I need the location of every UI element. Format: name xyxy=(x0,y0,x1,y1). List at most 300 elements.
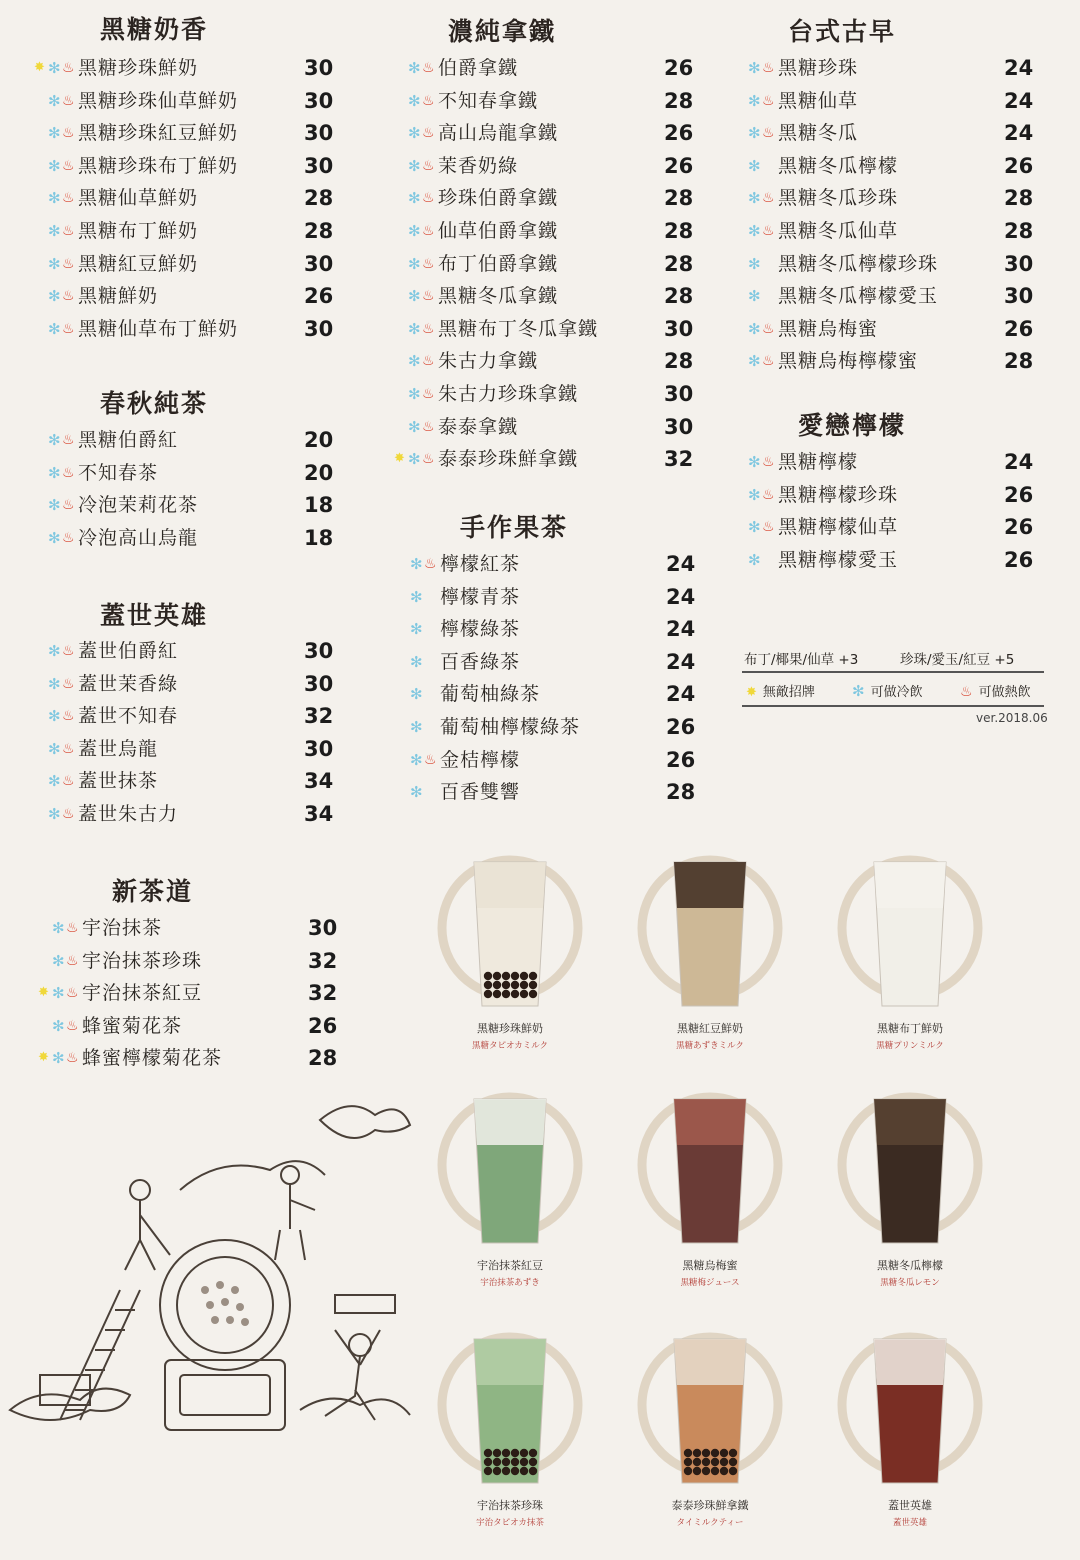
menu-item-name: 冷泡高山烏龍 xyxy=(78,526,199,549)
drink-name: 黑糖烏梅蜜 xyxy=(682,1259,738,1272)
flame-icon: ♨ xyxy=(66,1050,79,1067)
menu-item-price: 30 xyxy=(664,381,694,406)
snowflake-icon: ✻ xyxy=(408,352,421,371)
menu-item-icons xyxy=(34,700,78,732)
menu-item-name: 黑糖布丁鮮奶 xyxy=(78,219,199,242)
menu-item-icons xyxy=(34,424,78,456)
menu-item-name: 黑糖冬瓜珍珠 xyxy=(778,187,899,210)
menu-item-price: 30 xyxy=(1004,251,1034,276)
flame-icon: ♨ xyxy=(422,320,435,337)
menu-item-name: 不知春茶 xyxy=(78,461,159,484)
menu-item-icons xyxy=(394,411,438,443)
menu-item-price: 34 xyxy=(304,769,334,794)
menu-item-name: 黑糖珍珠紅豆鮮奶 xyxy=(78,122,239,145)
snowflake-icon: ✻ xyxy=(748,485,761,504)
drink-photo xyxy=(830,848,990,1051)
menu-item-icons xyxy=(734,117,778,149)
section-title-taiwan-classic: 台式古早 xyxy=(788,17,897,46)
menu-item-icons xyxy=(396,711,440,743)
menu-item-icons xyxy=(394,313,438,345)
drink-caption xyxy=(430,1257,590,1288)
drink-subtitle: 蓋世英雄 xyxy=(892,1518,927,1528)
drink-subtitle: 黒糖冬瓜レモン xyxy=(880,1278,940,1288)
snowflake-icon: ✻ xyxy=(748,221,761,240)
menu-item-price: 26 xyxy=(1004,316,1034,341)
menu-item-price: 18 xyxy=(304,493,334,518)
drink-photo xyxy=(430,1325,590,1528)
menu-item-price: 26 xyxy=(1004,547,1034,572)
menu-item-icons xyxy=(734,150,778,182)
menu-item-icons xyxy=(34,668,78,700)
star-icon: ✸ xyxy=(394,451,405,467)
flame-icon: ♨ xyxy=(422,385,435,402)
menu-item-price: 30 xyxy=(304,251,334,276)
snowflake-icon: ✻ xyxy=(48,319,61,338)
drink-photo xyxy=(630,1085,790,1288)
snowflake-icon: ✻ xyxy=(48,528,61,547)
flame-icon: ♨ xyxy=(762,92,775,109)
menu-item-icons xyxy=(38,1010,82,1042)
menu-item-icons xyxy=(34,182,78,214)
legend-divider-top xyxy=(742,671,1044,673)
menu-item-name: 不知春拿鐵 xyxy=(438,89,539,112)
drink-name: 宇治抹茶紅豆 xyxy=(477,1259,543,1272)
section-title-spring-autumn-tea: 春秋純茶 xyxy=(100,389,209,418)
menu-item-price: 28 xyxy=(664,186,694,211)
menu-item-icons xyxy=(394,85,438,117)
snowflake-icon: ✻ xyxy=(48,431,61,449)
menu-item-icons xyxy=(34,798,78,830)
flame-icon: ♨ xyxy=(62,529,75,546)
menu-item-icons xyxy=(396,646,440,678)
flame-icon: ♨ xyxy=(62,432,75,448)
menu-item-name: 朱古力拿鐵 xyxy=(438,350,539,373)
flame-icon: ♨ xyxy=(62,92,75,109)
menu-item-name: 蓋世伯爵紅 xyxy=(78,640,179,662)
drink-caption xyxy=(830,1497,990,1528)
menu-item-name: 泰泰珍珠鮮拿鐵 xyxy=(438,448,579,471)
snowflake-icon: ✻ xyxy=(48,254,61,273)
menu-item-icons xyxy=(396,581,440,613)
snowflake-icon: ✻ xyxy=(852,682,865,700)
snowflake-icon: ✻ xyxy=(48,124,61,143)
menu-item-name: 宇治抹茶珍珠 xyxy=(82,949,203,972)
menu-item-icons xyxy=(34,150,78,182)
menu-item-name: 黑糖仙草布丁鮮奶 xyxy=(78,317,239,340)
snowflake-icon: ✻ xyxy=(408,59,421,77)
snowflake-icon: ✻ xyxy=(408,91,421,110)
menu-item-icons xyxy=(38,1042,82,1074)
drink-name: 黑糖冬瓜檸檬 xyxy=(877,1259,943,1272)
snowflake-icon: ✻ xyxy=(748,453,761,471)
menu-item-name: 黑糖檸檬仙草 xyxy=(778,516,899,539)
menu-item-price: 24 xyxy=(666,682,696,707)
snowflake-icon: ✻ xyxy=(748,91,761,110)
drink-subtitle: 黒糖タピオカミルク xyxy=(471,1041,549,1051)
menu-item-name: 黑糖珍珠 xyxy=(778,57,859,79)
star-icon: ✸ xyxy=(38,985,49,1001)
star-icon: ✸ xyxy=(746,685,757,700)
menu-item-name: 蜂蜜檸檬菊花茶 xyxy=(82,1047,223,1070)
tea-making-illustration xyxy=(0,1090,420,1460)
menu-item-icons xyxy=(394,52,438,84)
menu-item-price: 30 xyxy=(1004,284,1034,309)
menu-item-icons xyxy=(34,117,78,149)
flame-icon: ♨ xyxy=(422,451,435,468)
menu-item-name: 葡萄柚檸檬綠茶 xyxy=(440,715,581,738)
menu-item-price: 18 xyxy=(304,525,334,550)
snowflake-icon: ✻ xyxy=(748,287,761,306)
legend-signature xyxy=(746,681,815,703)
menu-item-icons xyxy=(734,280,778,312)
menu-item-icons xyxy=(394,150,438,182)
snowflake-icon: ✻ xyxy=(748,156,761,175)
snowflake-icon: ✻ xyxy=(748,254,761,273)
menu-item-name: 蓋世烏龍 xyxy=(78,737,159,760)
snowflake-icon: ✻ xyxy=(408,189,421,208)
menu-item-icons xyxy=(34,215,78,247)
drink-photo xyxy=(430,848,590,1051)
snowflake-icon: ✻ xyxy=(48,59,61,77)
snowflake-icon: ✻ xyxy=(48,739,61,758)
snowflake-icon: ✻ xyxy=(410,620,423,639)
menu-item-name: 蓋世朱古力 xyxy=(78,802,179,825)
menu-item-name: 黑糖檸檬 xyxy=(778,451,859,473)
menu-item-price: 24 xyxy=(666,649,696,674)
menu-item-price: 28 xyxy=(1004,349,1034,374)
snowflake-icon: ✻ xyxy=(48,287,61,306)
flame-icon: ♨ xyxy=(422,92,435,109)
menu-item-price: 24 xyxy=(1004,88,1034,113)
flame-icon: ♨ xyxy=(762,125,775,142)
flame-icon: ♨ xyxy=(62,805,75,822)
flame-icon: ♨ xyxy=(960,684,973,700)
menu-item-price: 26 xyxy=(664,56,694,80)
menu-item-icons xyxy=(734,248,778,280)
snowflake-icon: ✻ xyxy=(410,555,423,573)
drink-photo xyxy=(430,1085,590,1288)
drink-cup-image xyxy=(630,848,790,1018)
addon-group-1: 布丁/椰果/仙草 +3 xyxy=(744,652,859,668)
snowflake-icon: ✻ xyxy=(48,674,61,693)
snowflake-icon: ✻ xyxy=(48,804,61,823)
snowflake-icon: ✻ xyxy=(408,287,421,306)
drink-cup-image xyxy=(430,848,590,1018)
snowflake-icon: ✻ xyxy=(748,352,761,371)
menu-item-price: 32 xyxy=(308,948,338,973)
menu-item-price: 28 xyxy=(304,186,334,211)
flame-icon: ♨ xyxy=(422,157,435,174)
drink-cup-image xyxy=(630,1325,790,1495)
legend-divider-bottom xyxy=(742,705,1044,707)
menu-item-name: 黑糖珍珠布丁鮮奶 xyxy=(78,154,239,177)
snowflake-icon: ✻ xyxy=(408,319,421,338)
drink-name: 黑糖珍珠鮮奶 xyxy=(477,1022,543,1035)
drink-caption xyxy=(830,1257,990,1288)
menu-item-name: 珍珠伯爵拿鐵 xyxy=(438,187,559,210)
flame-icon: ♨ xyxy=(62,60,75,76)
snowflake-icon: ✻ xyxy=(48,91,61,110)
flame-icon: ♨ xyxy=(62,222,75,239)
drink-subtitle: 黒糖梅ジュース xyxy=(680,1278,740,1288)
menu-item-price: 30 xyxy=(304,316,334,341)
drink-name: 泰泰珍珠鮮拿鐵 xyxy=(671,1499,749,1512)
legend-signature-label: 無敵招牌 xyxy=(762,685,815,700)
menu-item-icons xyxy=(396,776,440,808)
flame-icon: ♨ xyxy=(422,222,435,239)
menu-item-icons xyxy=(734,479,778,511)
menu-item-name: 蓋世不知春 xyxy=(78,705,179,728)
drink-subtitle: 宇治タピオカ抹茶 xyxy=(476,1518,544,1528)
snowflake-icon: ✻ xyxy=(410,717,423,736)
snowflake-icon: ✻ xyxy=(48,463,61,482)
menu-item-price: 32 xyxy=(664,447,694,472)
menu-item-price: 30 xyxy=(308,916,338,940)
legend-hot xyxy=(960,681,1031,702)
menu-item-price: 30 xyxy=(304,56,334,80)
menu-item-name: 朱古力珍珠拿鐵 xyxy=(438,382,579,405)
menu-item-name: 黑糖紅豆鮮奶 xyxy=(78,252,199,275)
menu-item-icons xyxy=(34,765,78,797)
snowflake-icon: ✻ xyxy=(748,319,761,338)
flame-icon: ♨ xyxy=(422,255,435,272)
drink-photo xyxy=(630,848,790,1051)
menu-item-name: 伯爵拿鐵 xyxy=(438,57,519,79)
menu-item-name: 葡萄柚綠茶 xyxy=(440,683,541,706)
menu-item-name: 檸檬綠茶 xyxy=(440,618,521,641)
drink-subtitle: 黒糖プリンミルク xyxy=(876,1041,944,1051)
legend-hot-label: 可做熱飲 xyxy=(978,685,1031,700)
menu-item-name: 茉香奶綠 xyxy=(438,154,519,177)
menu-item-name: 金桔檸檬 xyxy=(440,748,521,771)
menu-item-icons xyxy=(38,977,82,1009)
menu-item-icons xyxy=(34,313,78,345)
menu-item-price: 28 xyxy=(308,1046,338,1071)
section-title-latte: 濃純拿鐵 xyxy=(448,17,557,46)
menu-item-price: 28 xyxy=(664,284,694,309)
menu-item-icons xyxy=(394,117,438,149)
flame-icon: ♨ xyxy=(62,190,75,207)
drink-cup-image xyxy=(830,848,990,1018)
drink-caption xyxy=(430,1020,590,1051)
menu-item-icons xyxy=(34,489,78,521)
menu-item-icons xyxy=(734,52,778,84)
menu-item-icons xyxy=(734,345,778,377)
menu-item-price: 26 xyxy=(664,121,694,146)
snowflake-icon: ✻ xyxy=(48,772,61,791)
menu-item-icons xyxy=(734,446,778,478)
flame-icon: ♨ xyxy=(762,486,775,503)
flame-icon: ♨ xyxy=(422,125,435,142)
menu-item-name: 百香雙響 xyxy=(440,781,521,804)
menu-item-price: 30 xyxy=(304,671,334,696)
flame-icon: ♨ xyxy=(62,157,75,174)
snowflake-icon: ✻ xyxy=(410,587,423,606)
flame-icon: ♨ xyxy=(762,60,775,76)
menu-item-name: 黑糖冬瓜拿鐵 xyxy=(438,285,559,308)
flame-icon: ♨ xyxy=(762,190,775,207)
flame-icon: ♨ xyxy=(62,320,75,337)
flame-icon: ♨ xyxy=(762,222,775,239)
snowflake-icon: ✻ xyxy=(408,124,421,143)
flame-icon: ♨ xyxy=(66,985,79,1002)
drink-cup-image xyxy=(830,1085,990,1255)
menu-item-price: 26 xyxy=(666,747,696,772)
menu-item-price: 24 xyxy=(1004,450,1034,474)
snowflake-icon: ✻ xyxy=(52,951,65,970)
menu-item-name: 黑糖珍珠鮮奶 xyxy=(78,57,199,79)
menu-item-name: 黑糖冬瓜 xyxy=(778,122,859,145)
menu-item-name: 仙草伯爵拿鐵 xyxy=(438,219,559,242)
menu-item-icons xyxy=(34,522,78,554)
section-title-new-tea: 新茶道 xyxy=(112,877,194,906)
flame-icon: ♨ xyxy=(762,519,775,536)
snowflake-icon: ✻ xyxy=(48,642,61,660)
menu-item-name: 蓋世茉香綠 xyxy=(78,672,179,695)
legend-cold xyxy=(852,681,923,701)
menu-item-price: 30 xyxy=(304,639,334,663)
flame-icon: ♨ xyxy=(62,740,75,757)
menu-item-price: 24 xyxy=(1004,121,1034,146)
menu-item-price: 30 xyxy=(664,414,694,439)
snowflake-icon: ✻ xyxy=(410,685,423,704)
snowflake-icon: ✻ xyxy=(408,417,421,436)
menu-item-icons xyxy=(34,52,78,84)
flame-icon: ♨ xyxy=(66,920,79,936)
menu-item-name: 黑糖仙草鮮奶 xyxy=(78,187,199,210)
menu-item-icons xyxy=(396,678,440,710)
flame-icon: ♨ xyxy=(762,320,775,337)
legend-cold-label: 可做冷飲 xyxy=(870,685,923,700)
menu-item-icons xyxy=(734,85,778,117)
menu-item-price: 30 xyxy=(304,736,334,761)
menu-item-price: 20 xyxy=(304,428,334,452)
menu-item-name: 黑糖冬瓜檸檬愛玉 xyxy=(778,285,939,308)
flame-icon: ♨ xyxy=(62,497,75,514)
menu-item-icons xyxy=(394,378,438,410)
star-icon: ✸ xyxy=(38,1050,49,1066)
flame-icon: ♨ xyxy=(422,60,435,76)
menu-item-name: 百香綠茶 xyxy=(440,650,521,673)
menu-item-price: 26 xyxy=(1004,515,1034,540)
drink-subtitle: 黒糖あずきミルク xyxy=(676,1041,744,1051)
snowflake-icon: ✻ xyxy=(52,1016,65,1035)
menu-item-price: 30 xyxy=(664,316,694,341)
drink-caption xyxy=(630,1020,790,1051)
snowflake-icon: ✻ xyxy=(748,124,761,143)
menu-item-name: 宇治抹茶 xyxy=(82,917,163,939)
menu-item-name: 宇治抹茶紅豆 xyxy=(82,982,203,1005)
menu-item-icons xyxy=(394,280,438,312)
flame-icon: ♨ xyxy=(422,190,435,207)
snowflake-icon: ✻ xyxy=(410,750,423,769)
drink-caption xyxy=(630,1257,790,1288)
snowflake-icon: ✻ xyxy=(408,156,421,175)
menu-item-name: 黑糖烏梅蜜 xyxy=(778,317,879,340)
snowflake-icon: ✻ xyxy=(52,984,65,1003)
snowflake-icon: ✻ xyxy=(748,518,761,537)
menu-item-price: 28 xyxy=(666,780,696,805)
menu-item-icons xyxy=(394,248,438,280)
menu-item-icons xyxy=(734,544,778,576)
drink-name: 黑糖紅豆鮮奶 xyxy=(677,1022,743,1035)
menu-item-price: 30 xyxy=(304,121,334,146)
flame-icon: ♨ xyxy=(62,773,75,790)
menu-item-price: 28 xyxy=(664,251,694,276)
flame-icon: ♨ xyxy=(762,454,775,470)
menu-item-name: 黑糖冬瓜仙草 xyxy=(778,219,899,242)
menu-item-name: 黑糖檸檬珍珠 xyxy=(778,483,899,506)
menu-item-icons xyxy=(34,457,78,489)
menu-item-icons xyxy=(394,345,438,377)
menu-item-name: 蜂蜜菊花茶 xyxy=(82,1014,183,1037)
menu-item-price: 24 xyxy=(666,584,696,609)
snowflake-icon: ✻ xyxy=(408,254,421,273)
menu-item-price: 30 xyxy=(304,153,334,178)
snowflake-icon: ✻ xyxy=(48,156,61,175)
menu-item-price: 26 xyxy=(666,714,696,739)
snowflake-icon: ✻ xyxy=(408,450,421,469)
menu-item-name: 黑糖布丁冬瓜拿鐵 xyxy=(438,317,599,340)
flame-icon: ♨ xyxy=(424,556,437,572)
snowflake-icon: ✻ xyxy=(748,189,761,208)
menu-item-price: 26 xyxy=(304,284,334,309)
section-title-fruit-tea: 手作果茶 xyxy=(460,513,569,542)
menu-item-name: 泰泰拿鐵 xyxy=(438,415,519,438)
drink-name: 黑糖布丁鮮奶 xyxy=(877,1022,943,1035)
flame-icon: ♨ xyxy=(762,353,775,370)
menu-item-icons xyxy=(394,443,438,475)
menu-item-price: 28 xyxy=(304,218,334,243)
flame-icon: ♨ xyxy=(62,643,75,659)
menu-item-name: 高山烏龍拿鐵 xyxy=(438,122,559,145)
drink-name: 宇治抹茶珍珠 xyxy=(477,1499,543,1512)
snowflake-icon: ✻ xyxy=(410,652,423,671)
flame-icon: ♨ xyxy=(422,418,435,435)
drink-caption xyxy=(630,1497,790,1528)
menu-item-name: 黑糖鮮奶 xyxy=(78,285,159,308)
menu-item-icons xyxy=(34,280,78,312)
menu-item-icons xyxy=(734,313,778,345)
flame-icon: ♨ xyxy=(62,288,75,305)
menu-item-name: 黑糖烏梅檸檬蜜 xyxy=(778,350,919,373)
menu-item-price: 24 xyxy=(666,552,696,576)
drink-cup-image xyxy=(430,1085,590,1255)
snowflake-icon: ✻ xyxy=(408,221,421,240)
menu-item-icons xyxy=(34,733,78,765)
snowflake-icon: ✻ xyxy=(52,919,65,937)
menu-item-price: 32 xyxy=(304,704,334,729)
menu-item-icons xyxy=(734,511,778,543)
menu-item-icons xyxy=(734,215,778,247)
menu-item-price: 26 xyxy=(664,153,694,178)
menu-item-name: 黑糖伯爵紅 xyxy=(78,429,179,451)
menu-item-name: 冷泡茉莉花茶 xyxy=(78,494,199,517)
snowflake-icon: ✻ xyxy=(410,783,423,802)
menu-item-icons xyxy=(396,744,440,776)
snowflake-icon: ✻ xyxy=(748,59,761,77)
flame-icon: ♨ xyxy=(62,255,75,272)
drink-name: 蓋世英雄 xyxy=(888,1499,932,1512)
menu-item-icons xyxy=(396,613,440,645)
drink-cup-image xyxy=(830,1325,990,1495)
menu-item-name: 布丁伯爵拿鐵 xyxy=(438,252,559,275)
menu-item-name: 蓋世抹茶 xyxy=(78,770,159,793)
snowflake-icon: ✻ xyxy=(748,550,761,569)
menu-item-name: 黑糖冬瓜檸檬 xyxy=(778,154,899,177)
drink-photo xyxy=(630,1325,790,1528)
menu-item-icons xyxy=(394,215,438,247)
